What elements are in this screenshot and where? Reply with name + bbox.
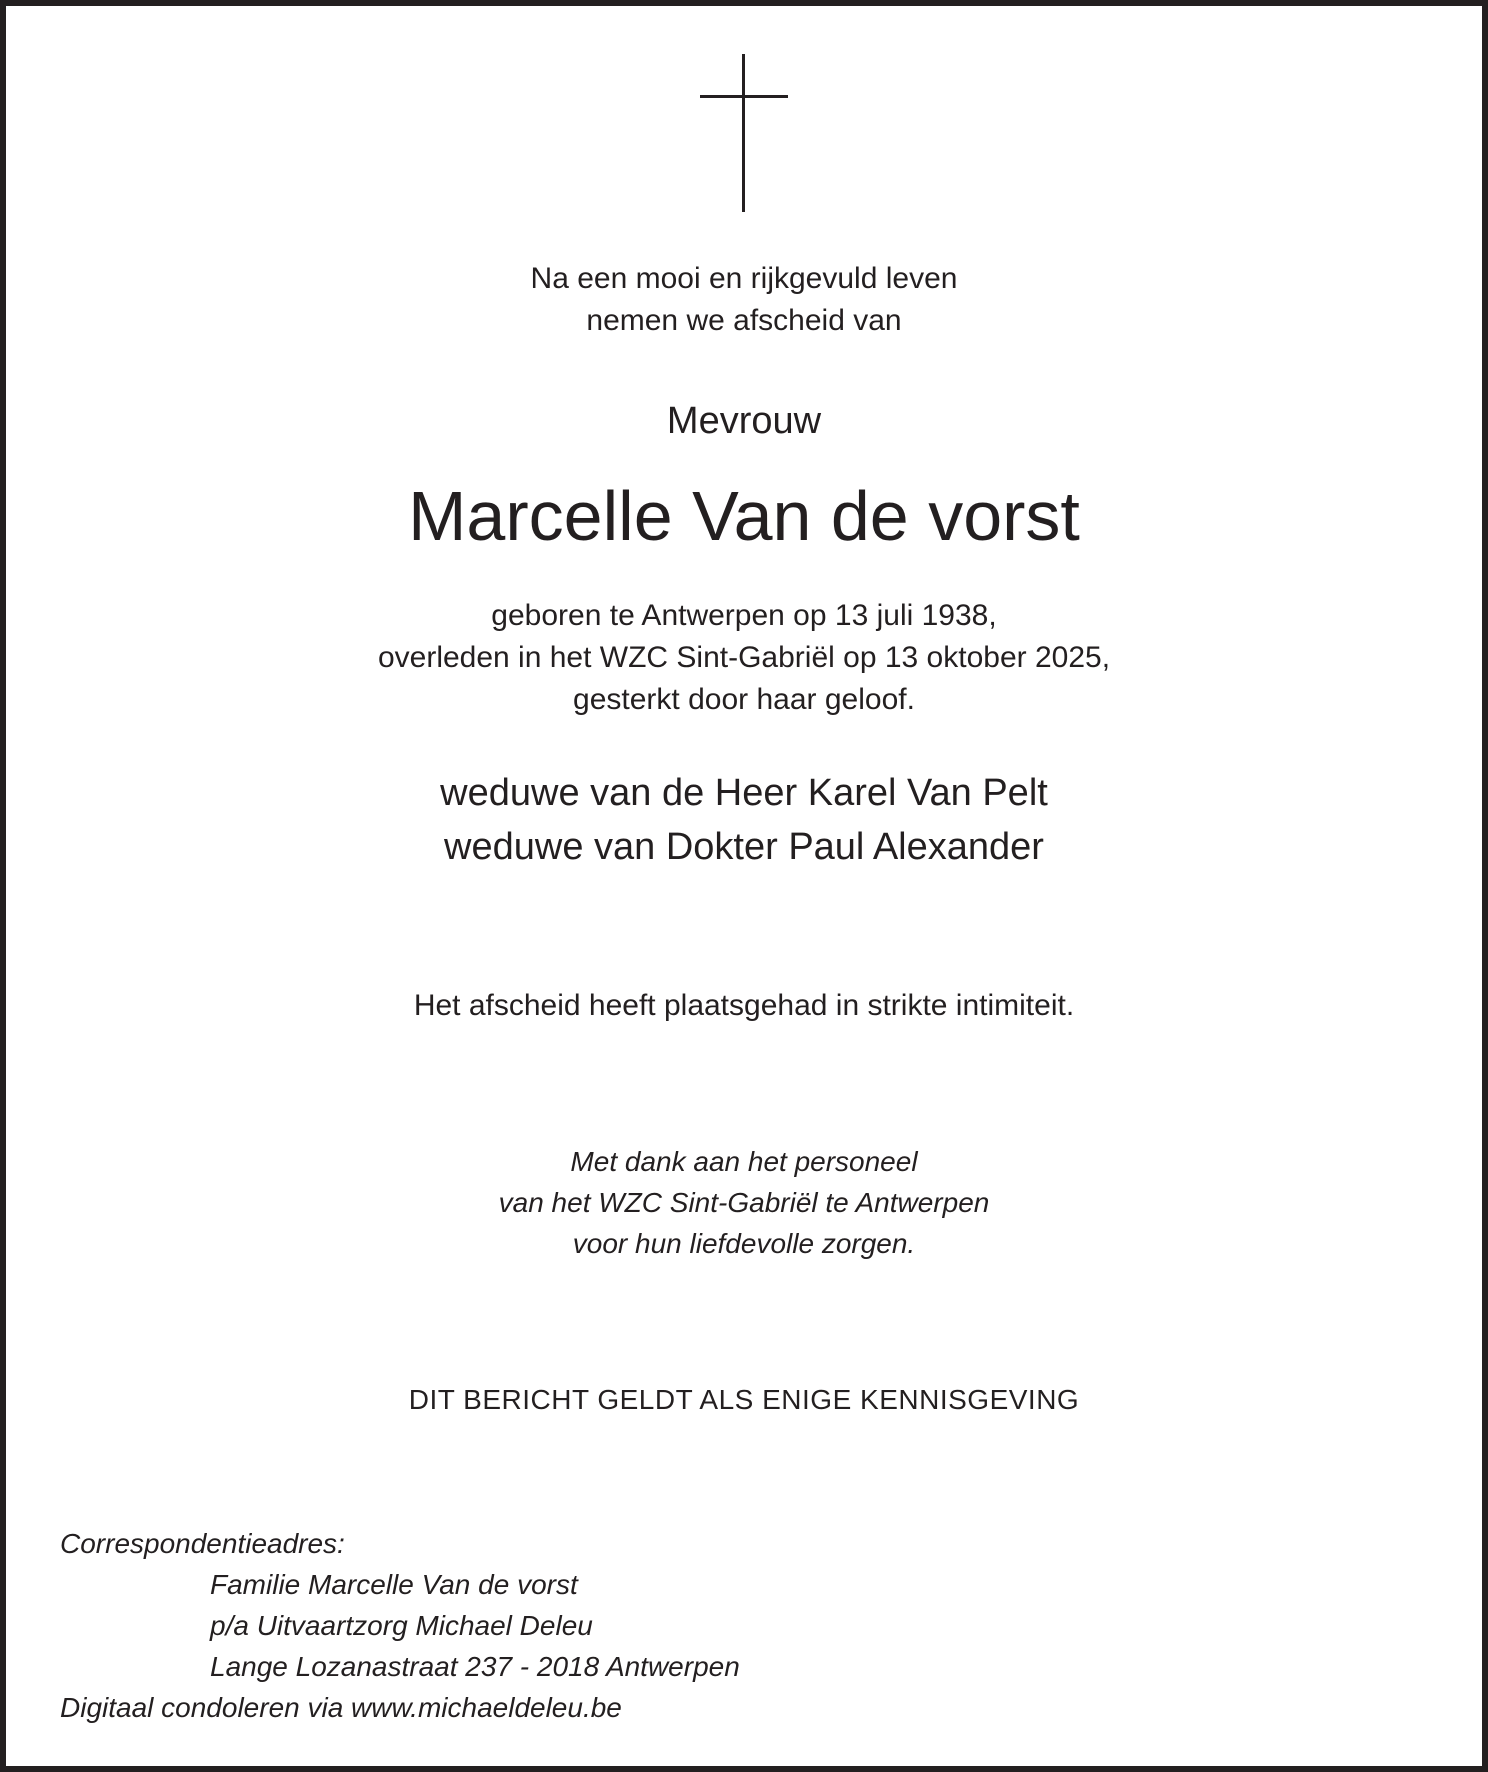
widow-line-2: weduwe van Dokter Paul Alexander	[444, 826, 1044, 868]
intro-line-1: Na een mooi en rijkgevuld leven	[530, 262, 958, 295]
intro-line-2: nemen we afscheid van	[586, 304, 902, 337]
deceased-name: Marcelle Van de vorst	[408, 477, 1080, 555]
widow-details	[0, 766, 1488, 874]
widow-line-1: weduwe van de Heer Karel Van Pelt	[440, 772, 1048, 814]
birth-line: geboren te Antwerpen op 13 juli 1938,	[491, 599, 997, 632]
life-details	[0, 595, 1488, 721]
cross-icon	[700, 54, 788, 212]
notice-text: DIT BERICHT GELDT ALS ENIGE KENNISGEVING	[408, 1384, 1080, 1415]
correspondence-care-of: p/a Uitvaartzorg Michael Deleu	[210, 1610, 593, 1641]
correspondence-family: Familie Marcelle Van de vorst	[210, 1569, 578, 1600]
death-line: overleden in het WZC Sint-Gabriël op 13 oktober 2025,	[377, 641, 1111, 674]
deceased-title: Mevrouw	[666, 400, 822, 442]
online-condolence: Digitaal condoleren via www.michaeldeleu.be	[60, 1692, 622, 1723]
correspondence-label: Correspondentieadres:	[60, 1528, 345, 1559]
thanks-line-2: van het WZC Sint-Gabriël te Antwerpen	[498, 1187, 990, 1218]
thanks-text	[0, 1141, 1488, 1264]
correspondence-street: Lange Lozanastraat 237 - 2018 Antwerpen	[210, 1651, 740, 1682]
correspondence-address	[210, 1564, 740, 1687]
thanks-line-3: voor hun liefdevolle zorgen.	[572, 1228, 916, 1259]
intro-text	[0, 258, 1488, 342]
faith-line: gesterkt door haar geloof.	[573, 683, 915, 716]
thanks-line-1: Met dank aan het personeel	[570, 1146, 918, 1177]
farewell-text: Het afscheid heeft plaatsgehad in strikte intimiteit.	[413, 989, 1075, 1022]
